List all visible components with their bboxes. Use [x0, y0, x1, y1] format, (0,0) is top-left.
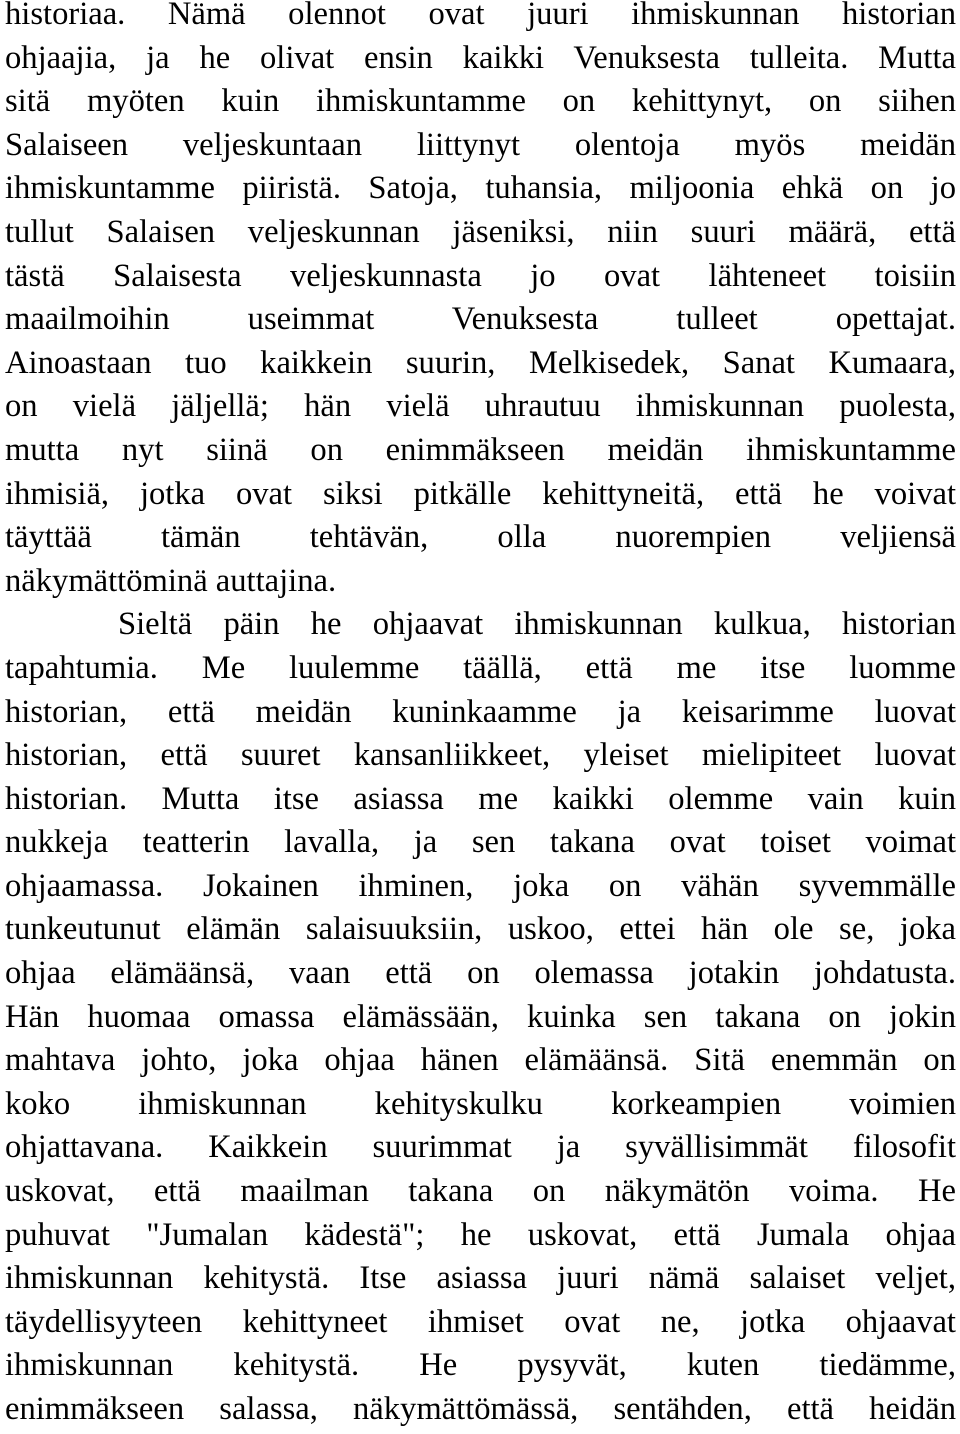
text-line: historian. Mutta itse asiassa me kaikki olemme vain kuin: [5, 780, 956, 817]
text-line: tästä Salaisesta veljeskunnasta jo ovat lähteneet toisiin: [5, 257, 956, 294]
text-line: historiaa. Nämä olennot ovat juuri ihmiskunnan historian: [5, 0, 956, 32]
text-line: ohjattavana. Kaikkein suurimmat ja syvällisimmät filosofit: [5, 1129, 956, 1166]
text-line: mahtava johto, joka ohjaa hänen elämäänsä. Sitä enemmän on: [5, 1042, 956, 1079]
text-line: on vielä jäljellä; hän vielä uhrautuu ihmiskunnan puolesta,: [5, 388, 956, 425]
paragraph-1: [5, 0, 956, 603]
text-line: täydellisyyteen kehittyneet ihmiset ovat ne, jotka ohjaavat: [5, 1303, 956, 1340]
text-line: tullut Salaisen veljeskunnan jäseniksi, niin suuri määrä, että: [5, 213, 956, 250]
text-line: puhuvat "Jumalan kädestä"; he uskovat, että Jumala ohjaa: [5, 1216, 956, 1253]
text-line: nukkeja teatterin lavalla, ja sen takana ovat toiset voimat: [5, 824, 956, 861]
text-line: näkymättöminä auttajina.: [5, 562, 337, 599]
text-line: ihmiskuntamme piiristä. Satoja, tuhansia, miljoonia ehkä on jo: [5, 170, 956, 207]
text-line: mutta nyt siinä on enimmäkseen meidän ihmiskuntamme: [5, 431, 956, 468]
text-line: tapahtumia. Me luulemme täällä, että me itse luomme: [5, 649, 956, 686]
text-line: Sieltä päin he ohjaavat ihmiskunnan kulkua, historian: [118, 606, 956, 643]
text-line: täyttää tämän tehtävän, olla nuorempien veljiensä: [5, 519, 956, 556]
text-line: koko ihmiskunnan kehityskulku korkeampien voimien: [5, 1085, 956, 1122]
text-line: enimmäkseen salassa, näkymättömässä, sentähden, että heidän: [5, 1391, 956, 1427]
text-line: Ainoastaan tuo kaikkein suurin, Melkisedek, Sanat Kumaara,: [5, 344, 956, 381]
text-line: historian, että suuret kansanliikkeet, yleiset mielipiteet luovat: [5, 737, 956, 774]
text-line: ihmiskunnan kehitystä. He pysyvät, kuten tiedämme,: [5, 1347, 956, 1384]
text-line: Hän huomaa omassa elämässään, kuinka sen takana on jokin: [5, 998, 956, 1035]
paragraph-2: [5, 603, 956, 1431]
text-line: Salaiseen veljeskuntaan liittynyt olentoja myös meidän: [5, 126, 956, 163]
text-line: ihmisiä, jotka ovat siksi pitkälle kehittyneitä, että he voivat: [5, 475, 956, 512]
text-line: sitä myöten kuin ihmiskuntamme on kehittynyt, on siihen: [5, 83, 956, 120]
text-line: ohjaamassa. Jokainen ihminen, joka on vähän syvemmälle: [5, 867, 956, 904]
text-line: maailmoihin useimmat Venuksesta tulleet opettajat.: [5, 301, 956, 338]
text-line: uskovat, että maailman takana on näkymätön voima. He: [5, 1173, 956, 1210]
text-line: ohjaa elämäänsä, vaan että on olemassa jotakin johdatusta.: [5, 955, 956, 992]
text-line: ohjaajia, ja he olivat ensin kaikki Venuksesta tulleita. Mutta: [5, 39, 956, 76]
text-line: tunkeutunut elämän salaisuuksiin, uskoo, ettei hän ole se, joka: [5, 911, 956, 948]
text-line: ihmiskunnan kehitystä. Itse asiassa juuri nämä salaiset veljet,: [5, 1260, 956, 1297]
text-line: historian, että meidän kuninkaamme ja keisarimme luovat: [5, 693, 956, 730]
